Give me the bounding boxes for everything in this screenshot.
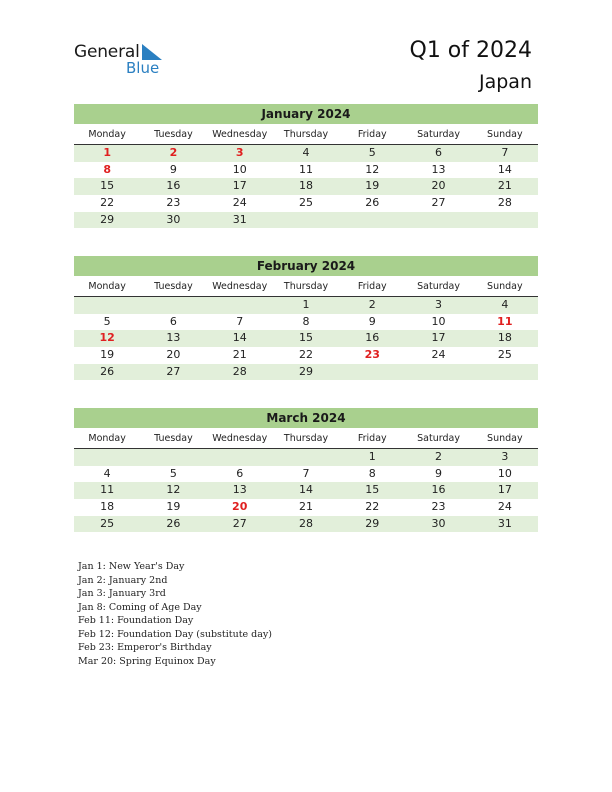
day-cell: 16 [365, 331, 380, 345]
weekday-label: Tuesday [154, 129, 193, 140]
day-cell: 22 [365, 500, 380, 514]
day-cell: 29 [298, 364, 313, 378]
day-cell: 15 [100, 179, 115, 193]
day-cell: 18 [298, 179, 313, 193]
day-cell: 21 [497, 179, 512, 193]
day-cell [207, 297, 273, 314]
day-cell [140, 297, 206, 314]
day-cell: 30 [166, 212, 181, 226]
day-cell: 21 [298, 500, 313, 514]
weekday-label: Sunday [487, 281, 523, 292]
day-cell: 5 [169, 466, 177, 480]
week-row [74, 466, 538, 483]
weekday-label: Friday [357, 129, 387, 140]
weekday-label: Wednesday [212, 129, 268, 140]
day-cell: 22 [298, 348, 313, 362]
day-cell: 6 [435, 146, 443, 159]
holiday-note: Jan 8: Coming of Age Day [78, 601, 202, 613]
day-cell: 25 [298, 196, 313, 210]
weekday-label: Friday [357, 281, 387, 292]
month-title: February 2024 [74, 256, 538, 276]
day-cell: 2 [435, 450, 443, 463]
day-cell: 1 [368, 450, 376, 463]
day-cell: 14 [232, 331, 247, 345]
day-cell: 29 [365, 516, 380, 530]
weekday-label: Monday [88, 129, 126, 140]
day-cell: 6 [236, 466, 244, 480]
day-cell [405, 364, 471, 381]
day-cell: 21 [232, 348, 247, 362]
day-cell: 11 [100, 483, 115, 497]
day-cell: 6 [169, 314, 177, 328]
day-cell: 12 [365, 162, 380, 176]
day-cell: 19 [166, 500, 181, 514]
weekday-label: Monday [88, 281, 126, 292]
month-title: January 2024 [74, 104, 538, 124]
day-cell: 18 [100, 500, 115, 514]
holiday-notes [78, 560, 272, 668]
month-calendar [74, 408, 538, 532]
week-row [74, 482, 538, 499]
weekday-label: Tuesday [154, 433, 193, 444]
day-cell: 9 [368, 314, 376, 328]
week-row [74, 449, 538, 466]
page-subtitle: Japan [479, 71, 532, 93]
day-cell: 10 [232, 162, 247, 176]
day-cell [273, 449, 339, 466]
month-calendar [74, 256, 538, 380]
weekday-label: Saturday [417, 281, 460, 292]
day-cell: 26 [100, 364, 115, 378]
day-cell: 3 [435, 298, 443, 311]
day-cell: 19 [100, 348, 115, 362]
week-row [74, 330, 538, 347]
month-calendar [74, 104, 538, 228]
day-cell [74, 449, 140, 466]
day-cell [405, 212, 471, 229]
day-cell: 31 [497, 516, 512, 530]
day-cell: 23 [431, 500, 446, 514]
day-cell: 25 [497, 348, 512, 362]
day-cell: 28 [298, 516, 313, 530]
day-cell: 5 [103, 314, 111, 328]
week-row [74, 195, 538, 212]
brand-logo [74, 42, 184, 78]
day-cell: 10 [497, 466, 512, 480]
day-cell: 15 [365, 483, 380, 497]
day-cell: 8 [368, 466, 376, 480]
day-cell: 2 [368, 298, 376, 311]
week-row [74, 314, 538, 331]
day-cell: 9 [435, 466, 443, 480]
holiday-day-cell: 23 [364, 348, 380, 362]
day-cell: 27 [431, 196, 446, 210]
page-title: Q1 of 2024 [409, 38, 532, 63]
weekday-label: Sunday [487, 129, 523, 140]
day-cell: 14 [497, 162, 512, 176]
day-cell: 8 [302, 314, 310, 328]
day-cell: 22 [100, 196, 115, 210]
day-cell: 29 [100, 212, 115, 226]
day-cell: 1 [302, 298, 310, 311]
day-cell: 28 [497, 196, 512, 210]
weekday-label: Thursday [283, 433, 329, 444]
day-cell: 4 [103, 466, 111, 480]
holiday-day-cell: 8 [103, 162, 111, 176]
weekday-header-row [74, 432, 538, 449]
day-cell: 7 [501, 146, 509, 159]
day-cell [339, 364, 405, 381]
week-row [74, 162, 538, 179]
holiday-note: Jan 2: January 2nd [78, 574, 168, 586]
logo-text-blue: Blue [126, 59, 160, 77]
holiday-note: Feb 12: Foundation Day (substitute day) [78, 628, 272, 640]
day-cell: 25 [100, 516, 115, 530]
weekday-label: Sunday [487, 433, 523, 444]
day-cell: 27 [166, 364, 181, 378]
day-cell: 20 [431, 179, 446, 193]
weekday-label: Friday [357, 433, 387, 444]
week-row [74, 212, 538, 229]
day-cell: 16 [431, 483, 446, 497]
week-row [74, 178, 538, 195]
weekday-header-row [74, 128, 538, 145]
day-cell: 26 [365, 196, 380, 210]
day-cell: 13 [232, 483, 247, 497]
weekday-label: Thursday [283, 129, 329, 140]
day-cell: 27 [232, 516, 247, 530]
weekday-label: Tuesday [154, 281, 193, 292]
day-cell: 4 [501, 298, 509, 311]
week-row [74, 347, 538, 364]
day-cell: 7 [236, 314, 244, 328]
day-cell: 17 [497, 483, 512, 497]
day-cell: 15 [298, 331, 313, 345]
weekday-label: Monday [88, 433, 126, 444]
day-cell: 17 [431, 331, 446, 345]
day-cell: 5 [368, 146, 376, 159]
day-cell: 23 [166, 196, 181, 210]
weekday-label: Thursday [283, 281, 329, 292]
day-cell [74, 297, 140, 314]
week-row [74, 145, 538, 162]
day-cell: 28 [232, 364, 247, 378]
day-cell: 13 [166, 331, 181, 345]
week-row [74, 499, 538, 516]
day-cell: 24 [431, 348, 446, 362]
day-cell: 14 [298, 483, 313, 497]
day-cell [472, 364, 538, 381]
holiday-note: Jan 1: New Year's Day [78, 561, 185, 572]
day-cell [140, 449, 206, 466]
holiday-day-cell: 1 [103, 146, 111, 159]
logo-text-general: General [74, 42, 140, 62]
day-cell: 9 [169, 162, 177, 176]
logo-triangle-icon [142, 44, 162, 60]
holiday-note: Jan 3: January 3rd [78, 588, 166, 599]
day-cell: 24 [497, 500, 512, 514]
holiday-note: Feb 23: Emperor's Birthday [78, 642, 212, 653]
day-cell: 19 [365, 179, 380, 193]
weekday-header-row [74, 280, 538, 297]
weekday-label: Saturday [417, 433, 460, 444]
day-cell: 10 [431, 314, 446, 328]
holiday-day-cell: 3 [235, 146, 244, 159]
day-cell: 7 [302, 466, 310, 480]
day-cell: 31 [232, 212, 247, 226]
day-cell: 16 [166, 179, 181, 193]
day-cell: 24 [232, 196, 247, 210]
holiday-day-cell: 2 [169, 146, 178, 159]
holiday-note: Mar 20: Spring Equinox Day [78, 655, 216, 667]
week-row [74, 364, 538, 381]
weekday-label: Saturday [417, 129, 460, 140]
day-cell: 30 [431, 516, 446, 530]
holiday-day-cell: 11 [497, 314, 513, 328]
day-cell: 4 [302, 146, 310, 159]
holiday-note: Feb 11: Foundation Day [78, 615, 194, 626]
day-cell [339, 212, 405, 229]
day-cell: 13 [431, 162, 446, 176]
day-cell: 26 [166, 516, 181, 530]
day-cell [472, 212, 538, 229]
day-cell: 20 [166, 348, 181, 362]
weekday-label: Wednesday [212, 281, 268, 292]
weekday-label: Wednesday [212, 433, 268, 444]
day-cell: 18 [497, 331, 512, 345]
day-cell: 11 [298, 162, 313, 176]
day-cell: 3 [501, 450, 509, 463]
week-row [74, 297, 538, 314]
holiday-day-cell: 12 [99, 331, 115, 345]
week-row [74, 516, 538, 533]
day-cell: 12 [166, 483, 181, 497]
day-cell: 17 [232, 179, 247, 193]
day-cell [273, 212, 339, 229]
holiday-day-cell: 20 [232, 500, 248, 514]
month-title: March 2024 [74, 408, 538, 428]
day-cell [207, 449, 273, 466]
